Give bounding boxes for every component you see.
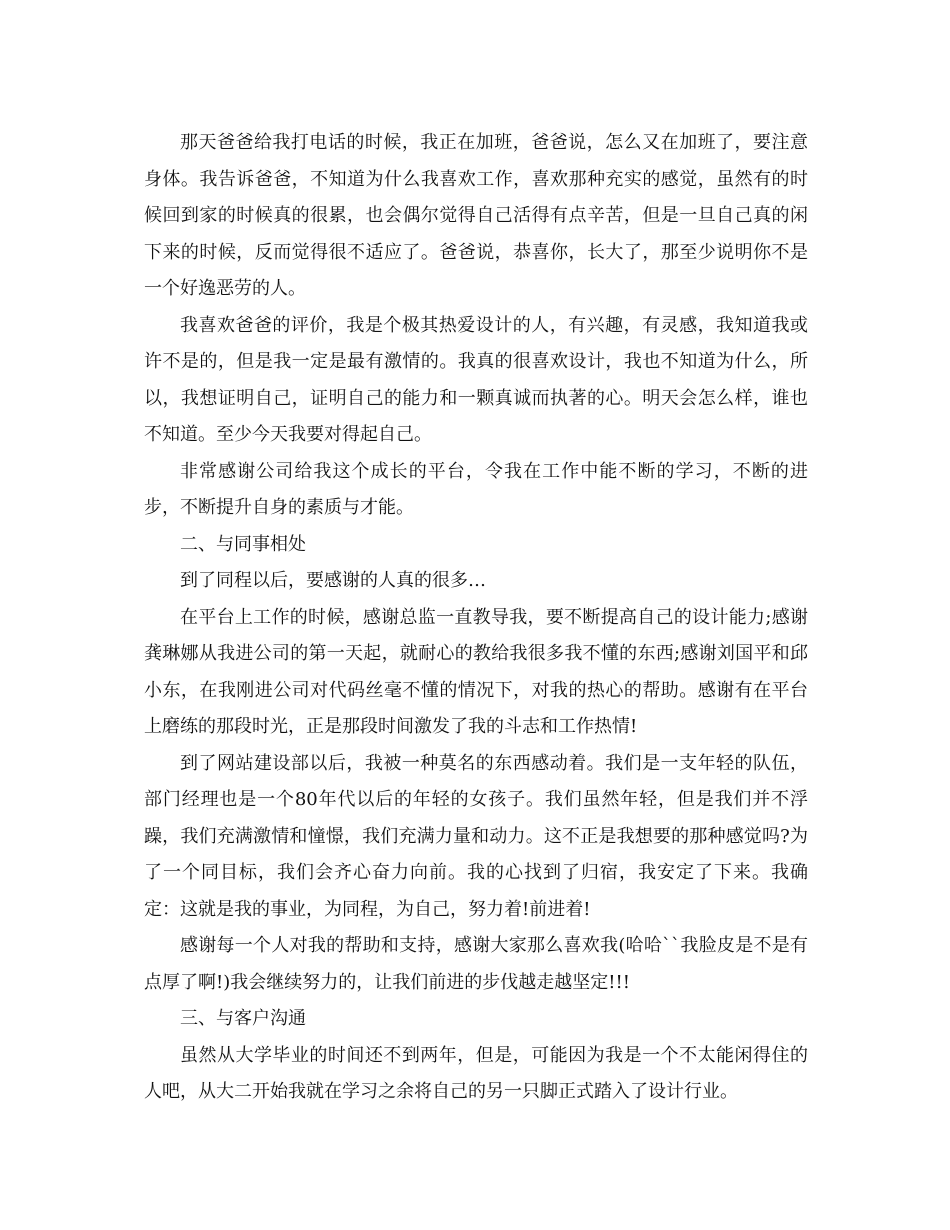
section-heading-colleagues: 二、与同事相处	[180, 533, 306, 555]
paragraph-thanks-many: 到了同程以后，要感谢的人真的很多…	[180, 570, 486, 591]
section-heading-clients: 三、与客户沟通	[180, 1008, 306, 1029]
paragraph-design-career: 虽然从大学毕业的时间还不到两年，但是，可能因为我是一个不太能闲得住的人吧，从大二开始我就在学习之余将自己的另一只脚正式踏入了设计行业。	[144, 1044, 808, 1102]
paragraph-thanks-support: 感谢每一个人对我的帮助和支持，感谢大家那么喜欢我(哈哈``我脸皮是不是有点厚了啊!)我会继续努力的，让我们前进的步伐越走越坚定!!!	[144, 935, 808, 993]
paragraph-father-evaluation: 我喜欢爸爸的评价，我是个极其热爱设计的人，有兴趣，有灵感，我知道我或许不是的，但是我一定是最有激情的。我真的很喜欢设计，我也不知道为什么，所以，我想证明自己，证明自己的能力和一颗真诚而执著的心。明天会怎么样，谁也不知道。至少今天我要对得起自己。	[144, 314, 808, 445]
paragraph-website-dept: 到了网站建设部以后，我被一种莫名的东西感动着。我们是一支年轻的队伍，部门经理也是一个80年代以后的年轻的女孩子。我们虽然年轻，但是我们并不浮躁，我们充满激情和憧憬，我们充满力量和动力。这不正是我想要的那种感觉吗?为了一个同目标，我们会齐心奋力向前。我的心找到了归宿，我安定了下来。我确定：这就是我的事业，为同程，为自己，努力着!前进着!	[144, 752, 808, 920]
paragraph-father-call: 那天爸爸给我打电话的时候，我正在加班，爸爸说，怎么又在加班了，要注意身体。我告诉爸爸，不知道为什么我喜欢工作，喜欢那种充实的感觉，虽然有的时候回到家的时候真的很累，也会偶尔觉得自己活得有点辛苦，但是一旦自己真的闲下来的时候，反而觉得很不适应了。爸爸说，恭喜你，长大了，那至少说明你不是一个好逸恶劳的人。	[144, 132, 808, 299]
paragraph-thanks-company: 非常感谢公司给我这个成长的平台，令我在工作中能不断的学习，不断的进步，不断提升自身的素质与才能。	[144, 460, 808, 518]
document-body	[144, 125, 808, 1111]
paragraph-platform-work: 在平台上工作的时候，感谢总监一直教导我，要不断提高自己的设计能力;感谢龚琳娜从我进公司的第一天起，就耐心的教给我很多我不懂的东西;感谢刘国平和邱小东，在我刚进公司对代码丝毫不懂的情况下，对我的热心的帮助。感谢有在平台上磨练的那段时光，正是那段时间激发了我的斗志和工作热情!	[144, 606, 808, 737]
